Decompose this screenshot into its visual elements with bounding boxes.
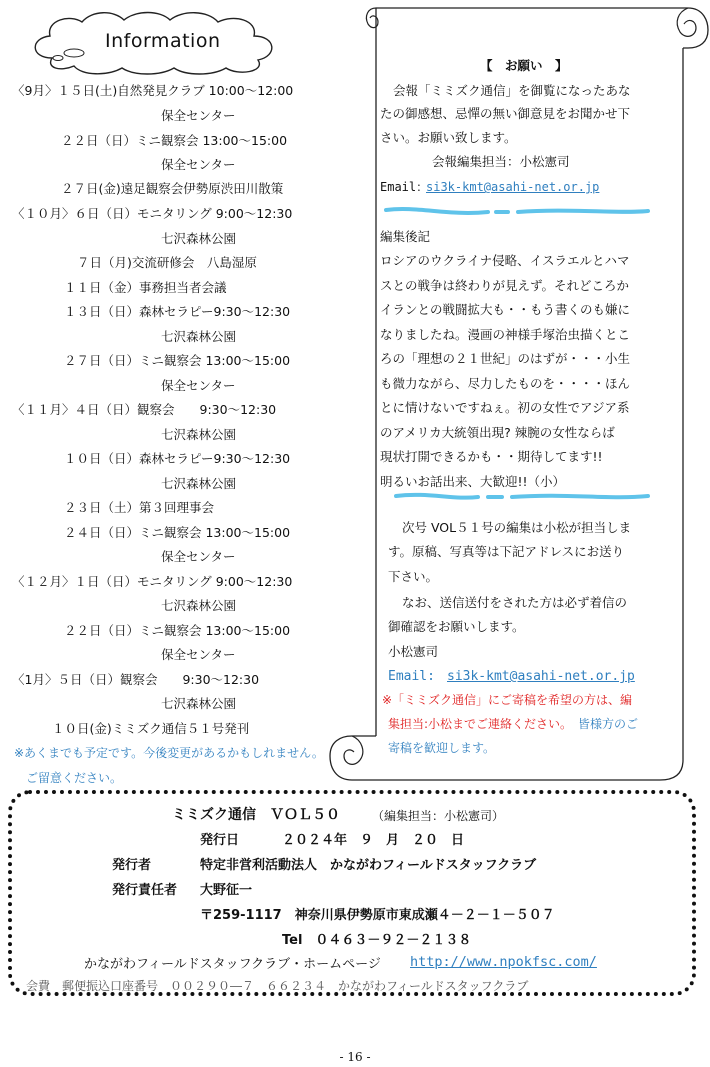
responsible-label: 発行責任者 [112,883,178,898]
contribution-note: 集担当:小松までご連絡ください。 [388,717,573,731]
postscript-text: ろの「理想の２１世紀」のはずが・・・小生 [380,351,631,366]
request-text: 会報「ミミズク通信」を御覧になったあな [393,83,631,98]
postscript-text: 現状打開できるかも・・期待してます!! [380,449,603,464]
email-label: Email: [388,669,435,684]
request-text: たの御感想、忌憚の無い御意見をお聞かせ下 [380,106,631,121]
schedule-line: 〈１２月〉１日（日）モニタリング 9:00～12:30 [12,574,293,589]
contribution-note: ※「ミミズク通信」にご寄稿を希望の方は、編 [382,693,633,707]
address: 〒259-1117 神奈川県伊勢原市東成瀬４－２－１－５０７ [200,908,555,923]
schedule-line: １１日（金）事務担当者会議 [64,280,227,295]
schedule-line: 〈1月〉５日（日）観察会 9:30～12:30 [12,672,260,687]
schedule-line: １０日(金)ミミズク通信５１号発刊 [52,721,250,736]
email-label: Email： [380,180,429,194]
schedule-line: ７日（月)交流研修会 八島湿原 [77,255,257,270]
contribution-note: 皆様方のご [578,717,639,731]
postscript-text: とに情けないですねぇ。初の女性でアジア系 [380,400,630,415]
postscript-text: なりましたね。漫画の神様手塚治虫描くとこ [380,327,631,342]
schedule-line: 七沢森林公園 [161,231,237,246]
signature: 小松憲司 [388,644,439,659]
schedule-line: 保全センター [161,549,236,564]
schedule-line: 七沢森林公園 [161,427,237,442]
postscript-text: 明るいお話出来、大歓迎!!（小） [380,474,566,489]
schedule-line: 〈１０月〉６日（日）モニタリング 9:00～12:30 [12,206,293,221]
schedule-line: ２３日（土）第３回理事会 [64,500,215,515]
schedule-line: ２４日（日）ミニ観察会 13:00～15:00 [64,525,291,540]
schedule-line: ２７日（日）ミニ観察会 13:00～15:00 [64,353,291,368]
publisher-label: 発行者 [112,858,152,873]
schedule-line: 保全センター [161,108,236,123]
responsible-person: 大野征一 [200,883,253,898]
newsletter-editor: （編集担当：小松憲司） [372,809,505,823]
schedule-line: 七沢森林公園 [161,598,237,613]
next-issue-text: 御確認をお願いします。 [388,619,525,634]
next-issue-text: す。原稿、写真等は下記アドレスにお送り [388,544,625,559]
page-number: - 16 - [339,1050,371,1064]
postscript-title: 編集後記 [380,229,431,244]
next-issue-text: 次号 VOL５１号の編集は小松が担当しま [402,520,632,535]
issue-date-label: 発行日 [200,833,240,848]
schedule-note: ※あくまでも予定です。今後変更があるかもしれません。 [14,746,324,760]
schedule-line: 七沢森林公園 [161,696,237,711]
schedule-line: ２７日(金)遠足観察会伊勢原渋田川散策 [61,181,284,196]
schedule-line: 七沢森林公園 [161,329,237,344]
postscript-text: イランとの戦闘拡大も・・もう書くのも嫌に [380,302,631,317]
information-heading: Information [105,30,221,52]
contribution-note: 寄稿を歓迎します。 [388,741,496,755]
schedule-line: 〈１１月〉４日（日）観察会 9:30～12:30 [12,402,277,417]
schedule-line: 保全センター [161,378,236,393]
telephone: Tel ０４６３－９２－２１３８ [282,933,472,948]
schedule-line: 保全センター [161,157,236,172]
homepage-link[interactable]: http://www.npokfsc.com/ [410,954,597,970]
publisher: 特定非営利活動法人 かながわフィールドスタッフクラブ [200,858,537,873]
email-link[interactable]: si3k-kmt@asahi-net.or.jp [426,180,600,194]
newsletter-title: ミミズク通信 ＶＯＬ５０ [172,807,340,823]
next-issue-text: 下さい。 [388,569,439,584]
request-title: 【 お願い 】 [480,58,568,73]
issue-date: ２０２４年 ９ 月 ２０ 日 [282,833,465,848]
postscript-text: も微力ながら、尽力したものを・・・・ほん [380,376,631,391]
postscript-text: ロシアのウクライナ侵略、イスラエルとハマ [380,253,630,268]
membership-fee: 会費 郵便振込口座番号 ００２９０―７ ６６２３４ かながわフィールドスタッフクラブ [26,979,529,993]
request-text: さい。お願い致します。 [380,130,517,145]
schedule-line: １０日（日）森林セラピー9:30～12:30 [64,451,291,466]
schedule-line: ２２日（日）ミニ観察会 13:00～15:00 [61,133,288,148]
homepage-label: かながわフィールドスタッフクラブ・ホームページ [84,957,381,972]
schedule-line: 〈9月〉１５日(土)自然発見クラブ 10:00～12:00 [12,83,294,98]
schedule-note: ご留意ください。 [26,771,123,785]
email-link[interactable]: si3k-kmt@asahi-net.or.jp [447,669,635,684]
schedule-line: １３日（日）森林セラピー9:30～12:30 [64,304,291,319]
editor-label: 会報編集担当：小松憲司 [432,154,570,169]
schedule-line: ２２日（日）ミニ観察会 13:00～15:00 [64,623,291,638]
schedule-line: 保全センター [161,647,236,662]
next-issue-text: なお、送信送付をされた方は必ず着信の [402,595,628,610]
postscript-text: スとの戦争は終わりが見えず。それどころか [380,278,630,293]
postscript-text: のアメリカ大統領出現? 辣腕の女性ならば [380,425,615,440]
schedule-line: 七沢森林公園 [161,476,237,491]
